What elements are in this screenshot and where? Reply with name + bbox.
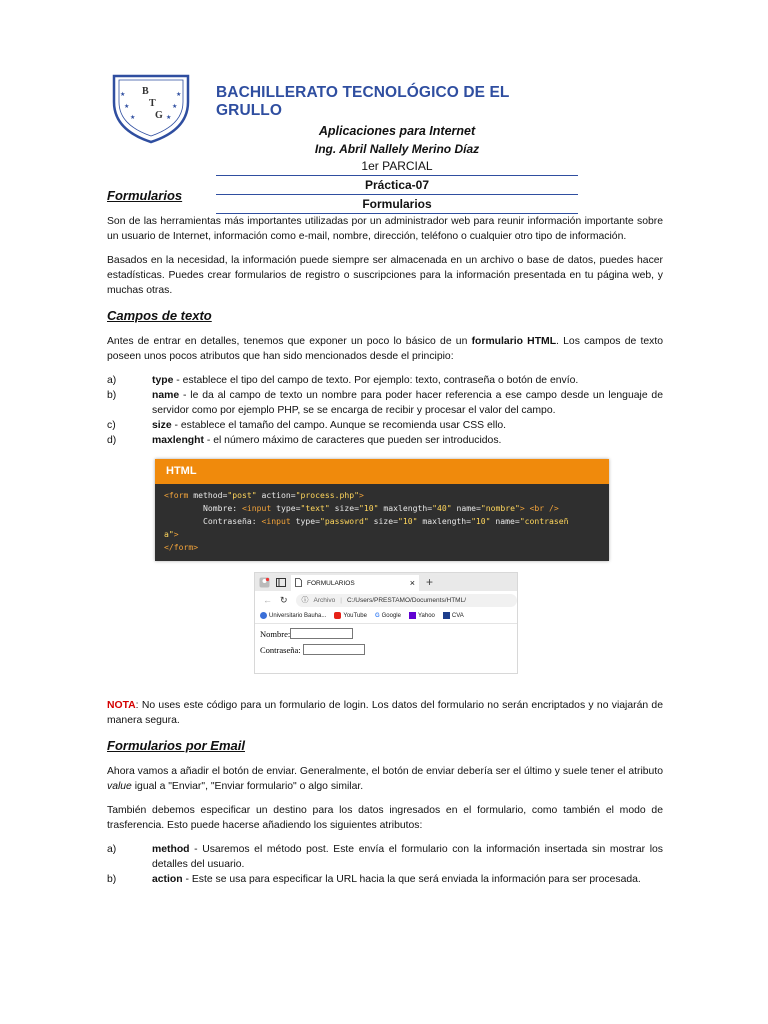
attribute-list	[107, 842, 663, 887]
bookmarks-bar	[255, 609, 517, 624]
code-title: HTML	[155, 459, 609, 484]
practice-number: Práctica-07	[364, 178, 430, 192]
reload-icon[interactable]: ↻	[280, 594, 288, 605]
svg-text:★: ★	[124, 103, 130, 110]
url-text: C:/Users/PRESTAMO/Documents/HTML/	[346, 596, 467, 604]
password-label: Contraseña:	[260, 644, 301, 655]
logo-letter-b: B	[142, 86, 149, 97]
svg-text:★: ★	[172, 103, 178, 110]
practice-topic: Formularios	[362, 197, 432, 211]
svg-text:★: ★	[176, 91, 182, 98]
teacher-name: Ing. Abril Nallely Merino Díaz	[314, 142, 480, 156]
logo-letter-g: G	[155, 110, 163, 121]
svg-text:★: ★	[166, 114, 172, 121]
section-title-formularios: Formularios	[107, 188, 183, 203]
password-input[interactable]	[303, 644, 365, 655]
paragraph: También debemos especificar un destino para los datos ingresados en el formulario, como también el modo de trasferencia. Esto puede hacerse añadiendo los siguientes atributos:	[107, 805, 663, 831]
list-item: a) method - Usaremos el método post. Este envía el formulario con la información insertada sin mostrar los detalles del usuario.	[107, 844, 663, 870]
browser-tab-strip	[255, 573, 517, 591]
header-divider	[216, 175, 578, 176]
cva-icon	[443, 612, 450, 619]
bookmark-yahoo[interactable]: Yahoo	[409, 612, 435, 619]
svg-text:★: ★	[130, 114, 136, 121]
tab-title: FORMULARIOS	[307, 579, 355, 587]
paragraph: Basados en la necesidad, la información puede siempre ser almacenada en un archivo o base de datos, puedes hacer estadísticas. Puedes crear formularios de registro o suscripciones para la información presentada en tu página web, y muchas otras.	[107, 255, 663, 296]
section-title-campos-de-texto: Campos de texto	[107, 308, 212, 323]
profile-icon	[259, 577, 270, 588]
list-item: c) size - establece el tamaño del campo. Aunque se recomienda usar CSS ello.	[107, 420, 507, 431]
url-field[interactable]: ⓘ Archivo | C:/Users/PRESTAMO/Documents/HTML/	[296, 594, 517, 607]
list-item: d) maxlenght - el número máximo de caracteres que pueden ser introducidos.	[107, 435, 502, 446]
school-logo	[110, 72, 192, 144]
html-code-block	[155, 459, 609, 561]
bookmark-cva[interactable]: CVA	[443, 612, 464, 619]
file-label: Archivo	[313, 596, 336, 604]
tab-actions-icon	[275, 577, 286, 588]
svg-text:★: ★	[120, 91, 126, 98]
list-item: b) name - le da al campo de texto un nombre para poder hacer referencia a ese campo desde un lenguaje de servidor como por ejemplo PHP, se se encarga de recibir y procesar el valor del campo.	[107, 390, 663, 416]
info-icon: ⓘ	[301, 597, 309, 604]
section-title-formularios-por-email: Formularios por Email	[107, 738, 245, 753]
note-paragraph: NOTA: No uses este código para un formulario de login. Los datos del formulario no serán encriptados y no viajarán de manera segura.	[107, 700, 663, 726]
rendered-form	[255, 624, 517, 655]
tab-formularios[interactable]	[291, 575, 419, 591]
address-bar	[255, 591, 517, 609]
nombre-label: Nombre:	[260, 628, 291, 639]
school-name: BACHILLERATO TECNOLÓGICO DE EL GRULLO	[216, 84, 510, 119]
subject-name: Aplicaciones para Internet	[318, 124, 476, 138]
form-row	[260, 628, 517, 639]
new-tab-icon[interactable]: +	[426, 575, 434, 589]
youtube-icon	[334, 612, 341, 619]
bookmark-youtube[interactable]: YouTube	[334, 612, 367, 619]
form-row	[260, 644, 517, 655]
back-icon[interactable]: ←	[263, 595, 272, 605]
bookmark-google[interactable]: G Google	[374, 613, 401, 619]
close-tab-icon[interactable]: ×	[409, 578, 415, 588]
partial-label: 1er PARCIAL	[361, 159, 433, 173]
browser-screenshot	[254, 572, 518, 674]
attribute-list	[107, 373, 663, 448]
paragraph: Antes de entrar en detalles, tenemos que exponer un poco lo básico de un formulario HTML. Los campos de texto poseen unos pocos atributos que han sido mencionados desde el principio:	[107, 336, 664, 362]
list-item: b) action - Este se usa para especificar la URL hacia la que será enviada la información para ser procesada.	[107, 874, 641, 885]
paragraph: Ahora vamos a añadir el botón de enviar. Generalmente, el botón de enviar debería ser el último y suele tener el atributo value igual a "Enviar", "Enviar formulario" o algo similar.	[107, 766, 663, 792]
page-icon	[295, 578, 302, 589]
nombre-input[interactable]	[290, 628, 353, 639]
google-icon: G	[374, 613, 380, 619]
bookmark-universitario[interactable]: Universitario Bauha...	[260, 612, 326, 619]
code-text: <form method="post" action="process.php"> Nombre: <input type="text" size="10" maxlength="40" name="nombre"> <br /> Contraseña: <input type="password" size="10" maxlength="10" name="contraseñ a"> </form>	[164, 490, 569, 552]
logo-letter-t: T	[149, 98, 156, 109]
list-item: a) type - establece el tipo del campo de texto. Por ejemplo: texto, contraseña o botón de envío.	[107, 375, 579, 386]
yahoo-icon	[409, 612, 416, 619]
paragraph: Son de las herramientas más importantes utilizadas por un administrador web para reunir información importante sobre un usuario de Internet, información como e-mail, nombre, dirección, teléfono o cualquier otro tipo de información.	[107, 216, 663, 242]
bookmark-icon	[260, 612, 267, 619]
